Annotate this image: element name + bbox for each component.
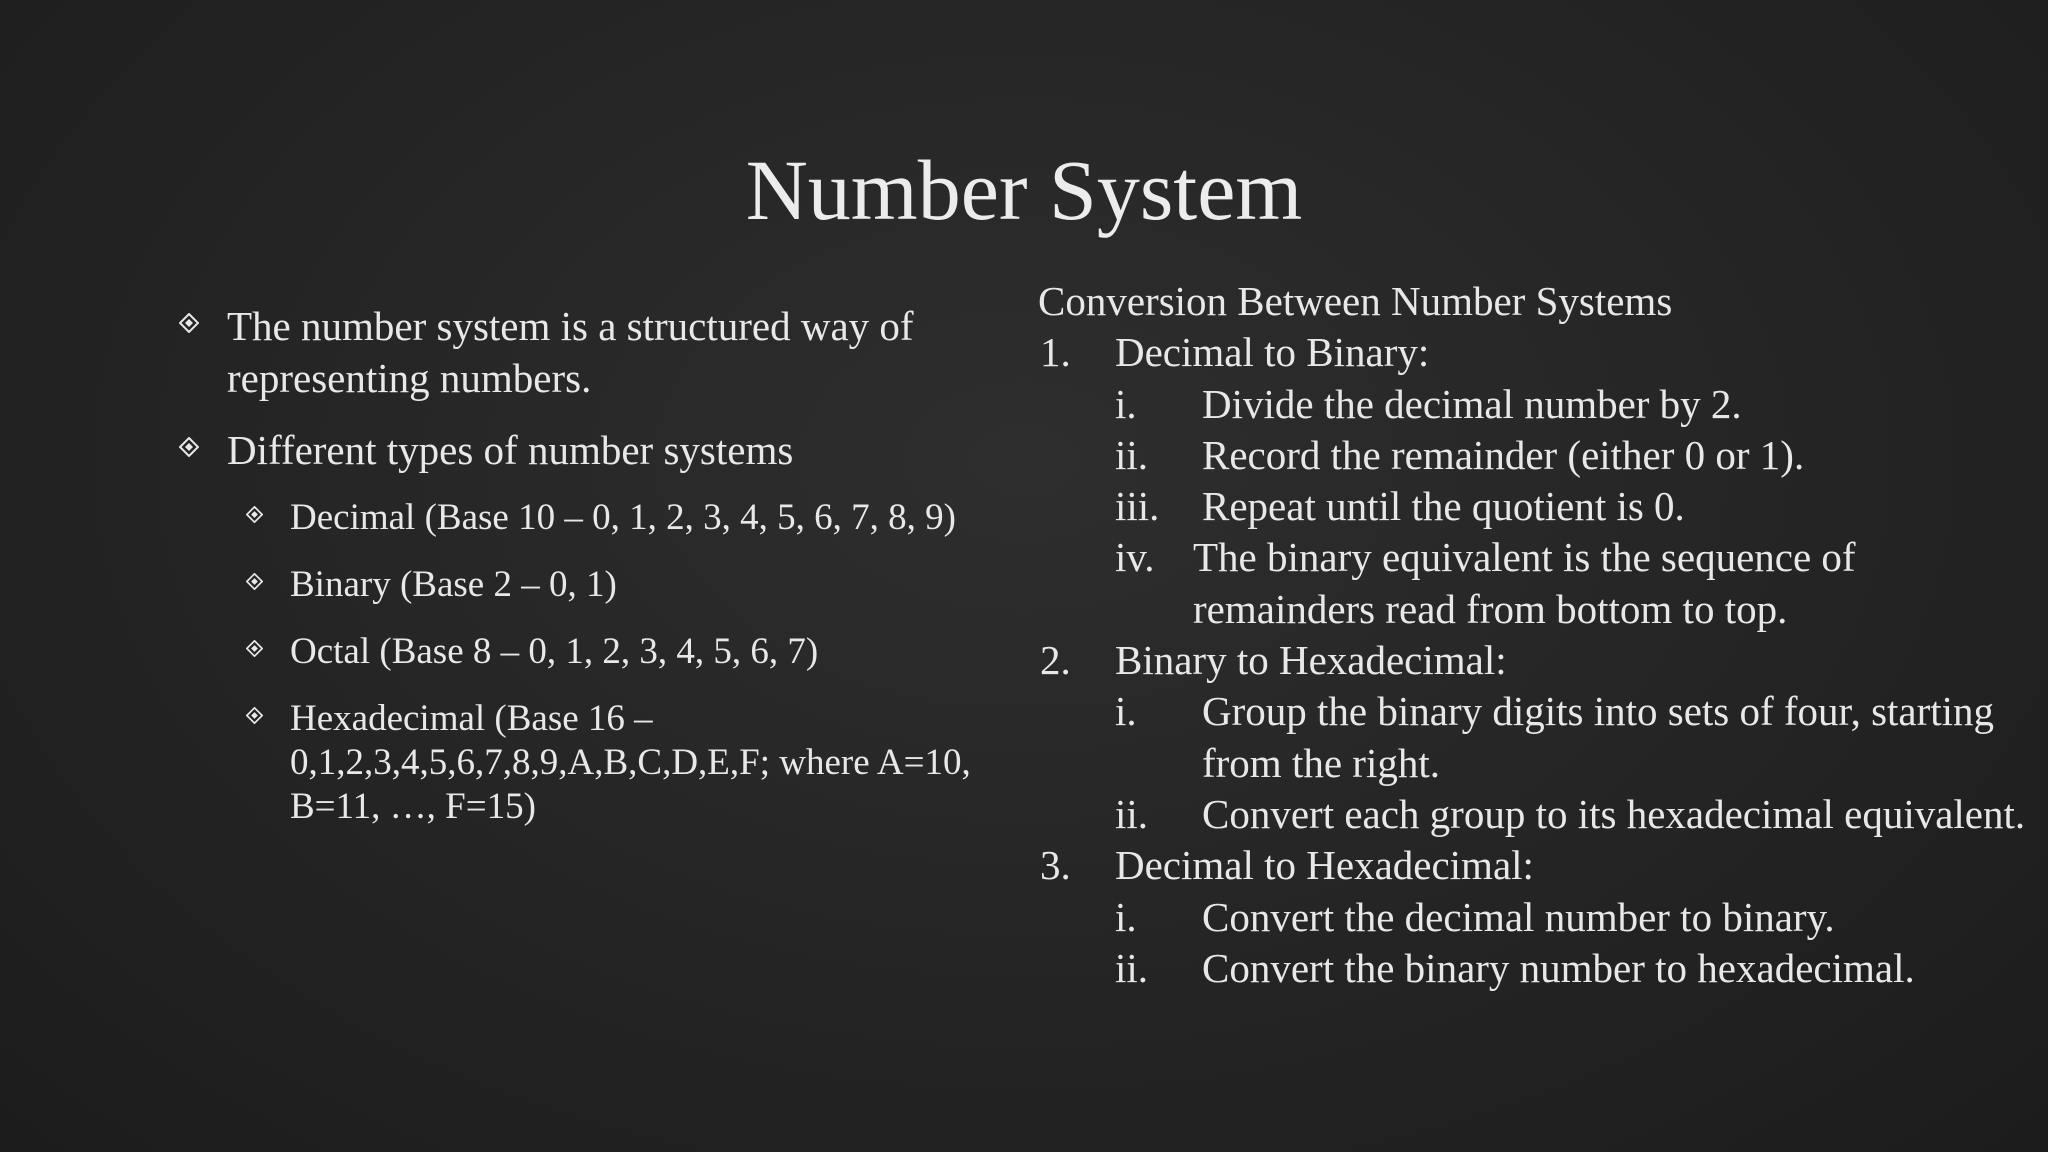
- diamond-bullet-icon: [246, 640, 263, 657]
- step-item: [1038, 892, 2028, 943]
- step-item: [1038, 379, 2028, 430]
- sub-bullet-item: [175, 630, 1015, 674]
- sub-bullet-text: Decimal (Base 10 – 0, 1, 2, 3, 4, 5, 6, 7, 8, 9): [290, 497, 956, 538]
- step-item: [1038, 532, 2028, 635]
- left-column: [175, 300, 1015, 852]
- step-text: Convert the decimal number to binary.: [1202, 893, 1835, 940]
- step-text: Divide the decimal number by 2.: [1202, 380, 1742, 427]
- diamond-bullet-icon: [246, 573, 263, 590]
- section-title: [1038, 840, 2028, 891]
- conversion-heading: Conversion Between Number Systems: [1038, 278, 1673, 324]
- section-number: 3.: [1040, 842, 1071, 889]
- step-number: i.: [1115, 380, 1137, 427]
- section-number: 2.: [1040, 637, 1071, 684]
- diamond-bullet-icon: [179, 313, 199, 333]
- bullet-text: The number system is a structured way of representing numbers.: [227, 303, 914, 401]
- diamond-bullet-icon: [246, 707, 263, 724]
- sub-bullet-text: Binary (Base 2 – 0, 1): [290, 564, 617, 605]
- diamond-bullet-icon: [179, 437, 199, 457]
- step-number: i.: [1115, 688, 1137, 735]
- step-item: [1038, 481, 2028, 532]
- step-item: [1038, 686, 2028, 789]
- sub-bullet-text: Octal (Base 8 – 0, 1, 2, 3, 4, 5, 6, 7): [290, 631, 819, 672]
- step-item: [1038, 430, 2028, 481]
- section-number: 1.: [1040, 329, 1071, 376]
- step-text: Group the binary digits into sets of four, starting from the right.: [1202, 688, 1995, 786]
- step-text: The binary equivalent is the sequence of remainders read from bottom to top.: [1193, 534, 1856, 632]
- step-text: Convert each group to its hexadecimal equivalent.: [1202, 790, 2026, 837]
- section-title-text: Binary to Hexadecimal:: [1115, 637, 1507, 684]
- step-number: ii.: [1115, 431, 1149, 478]
- step-number: iv.: [1115, 534, 1155, 581]
- sub-bullet-list: [175, 496, 1015, 829]
- section-title-text: Decimal to Hexadecimal:: [1115, 842, 1534, 889]
- section-title-text: Decimal to Binary:: [1115, 329, 1430, 376]
- diamond-bullet-icon: [246, 506, 263, 523]
- step-item: [1038, 943, 2028, 994]
- step-text: Convert the binary number to hexadecimal.: [1202, 944, 1915, 991]
- section-title: [1038, 635, 2028, 686]
- step-number: i.: [1115, 893, 1137, 940]
- sub-bullet-item: [175, 697, 1015, 829]
- step-text: Record the remainder (either 0 or 1).: [1202, 431, 1805, 478]
- slide-title: Number System: [745, 142, 1303, 238]
- step-item: [1038, 789, 2028, 840]
- bullet-item: [175, 424, 1015, 476]
- right-column: [1038, 276, 2028, 994]
- step-number: ii.: [1115, 944, 1149, 991]
- step-number: iii.: [1115, 483, 1160, 530]
- bullet-item: [175, 300, 1015, 404]
- sub-bullet-text: Hexadecimal (Base 16 – 0,1,2,3,4,5,6,7,8,9,A,B,C,D,E,F; where A=10, B=11, …, F=15): [290, 698, 971, 827]
- sub-bullet-item: [175, 563, 1015, 607]
- section-title: [1038, 327, 2028, 378]
- step-number: ii.: [1115, 790, 1149, 837]
- sub-bullet-item: [175, 496, 1015, 540]
- step-text: Repeat until the quotient is 0.: [1202, 483, 1685, 530]
- bullet-text: Different types of number systems: [227, 427, 794, 473]
